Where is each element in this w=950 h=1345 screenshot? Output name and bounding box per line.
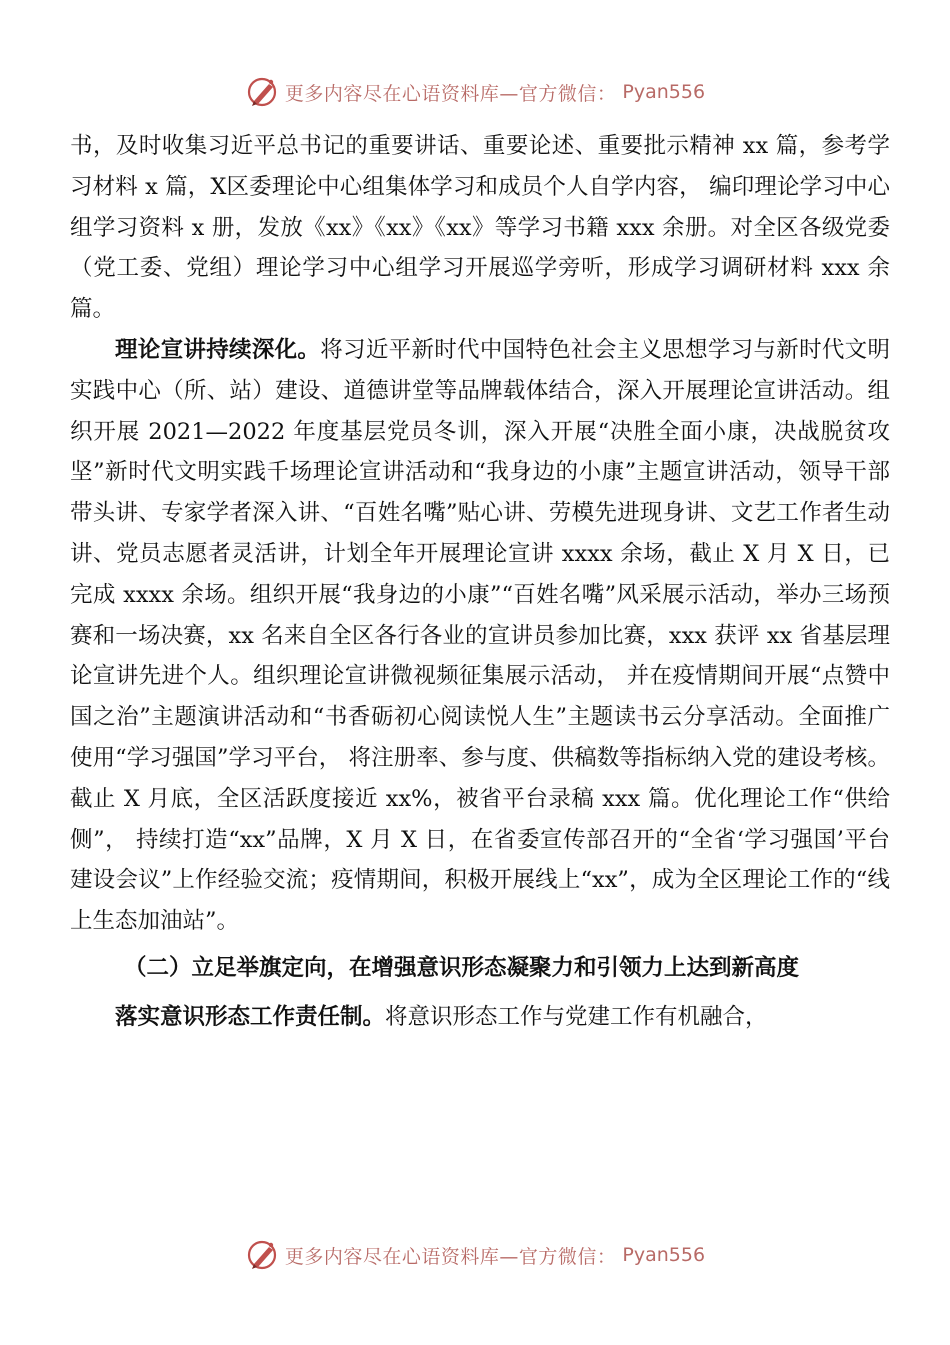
pen-logo-icon [245, 1237, 281, 1273]
header-watermark [0, 72, 950, 112]
watermark-text: 更多内容尽在心语资料库—官方微信： [284, 1245, 617, 1268]
paragraph-lead-theory-lectures: 理论宣讲持续深化。 [115, 336, 321, 363]
paragraph-lead-ideology-responsibility: 落实意识形态工作责任制。 [115, 1003, 386, 1030]
section-heading-2: （二）立足举旗定向，在增强意识形态凝聚力和引领力上达到新高度 [124, 954, 800, 981]
paragraph-ideology-responsibility [70, 997, 890, 1038]
watermark-wechat-id: Pyan556 [622, 81, 706, 103]
paragraph-theory-lectures [70, 330, 890, 942]
paragraph-study-materials: 书，及时收集习近平总书记的重要讲话、重要论述、重要批示精神 xx 篇，参考学习材料 x 篇，X区委理论中心组集体学习和成员个人自学内容， 编印理论学习中心组学习资料 x 册，发放《xx》《xx》《xx》等学习书籍 xxx 余册。对全区各级党委（党工委、党组）理论学习中心组学习开展巡学旁听，形成学习调研材料 xxx 余篇。 [70, 133, 890, 323]
watermark-wechat-id: Pyan556 [622, 1244, 706, 1266]
watermark-text: 更多内容尽在心语资料库—官方微信： [284, 82, 617, 105]
document-body [70, 126, 890, 1038]
pen-logo-icon [245, 74, 281, 110]
paragraph-text-ideology-responsibility: 将意识形态工作与党建工作有机融合， [385, 1003, 768, 1030]
paragraph-text-theory-lectures: 将习近平新时代中国特色社会主义思想学习与新时代文明实践中心（所、站）建设、道德讲堂等品牌载体结合，深入开展理论宣讲活动。组织开展 2021—2022 年度基层党员冬训，深入开展“决胜全面小康，决战脱贫攻坚”新时代文明实践千场理论宣讲活动和“我身边的小康”主题宣讲活动，领导干部带头讲、专家学者深入讲、“百姓名嘴”贴心讲、劳模先进现身讲、文艺工作者生动讲、党员志愿者灵活讲，计划全年开展理论宣讲 xxxx 余场，截止 X 月 X 日，已完成 xxxx 余场。组织开展“我身边的小康”“百姓名嘴”风采展示活动，举办三场预赛和一场决赛，xx 名来自全区各行各业的宣讲员参加比赛，xxx 获评 xx 省基层理论宣讲先进个人。组织理论宣讲微视频征集展示活动， 并在疫情期间开展“点赞中国之治”主题演讲活动和“书香砺初心阅读悦人生”主题读书云分享活动。全面推广使用“学习强国”学习平台， 将注册率、参与度、供稿数等指标纳入党的建设考核。截止 X 月底，全区活跃度接近 xx%，被省平台录稿 xxx 篇。优化理论工作“供给侧”， 持续打造“xx”品牌，X 月 X 日，在省委宣传部召开的“全省‘学习强国’平台建设会议”上作经验交流；疫情期间，积极开展线上“xx”，成为全区理论工作的“线上生态加油站”。 [70, 336, 890, 935]
footer-watermark [0, 1235, 950, 1275]
